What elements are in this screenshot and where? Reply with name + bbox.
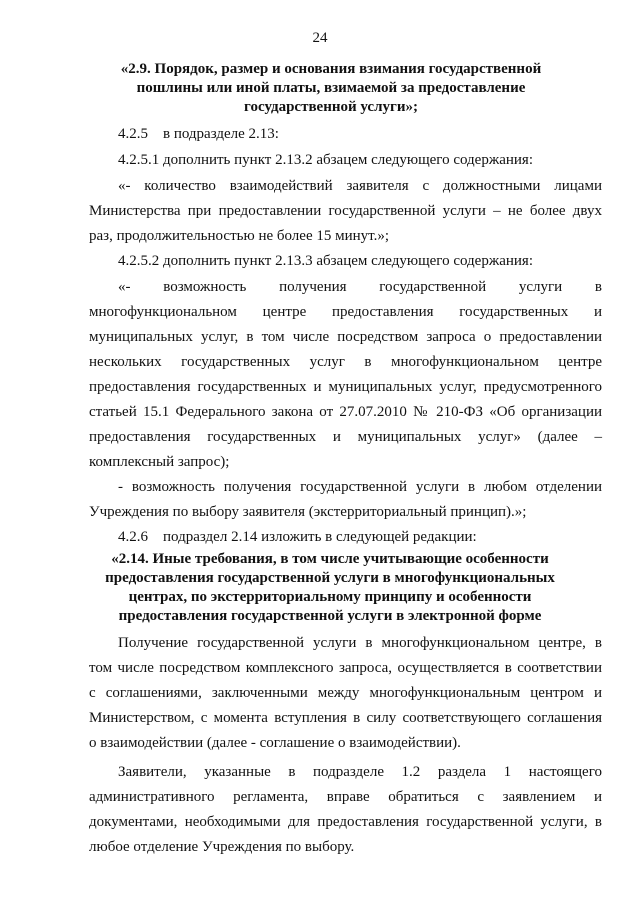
item-4-2-5-2: 4.2.5.2 дополнить пункт 2.13.3 абзацем следующего содержания: xyxy=(118,253,533,269)
item-4-2-6: 4.2.6 подраздел 2.14 изложить в следующей редакции: xyxy=(118,529,477,545)
para-2-line-1: Заявители, указанные в подразделе 1.2 раздела 1 настоящего xyxy=(118,764,602,780)
section-title-2-9 xyxy=(118,60,544,117)
section-title-2-14 xyxy=(100,550,560,626)
quote-1-line-2: Министерства при предоставлении государственной услуги – не более двух xyxy=(89,203,602,219)
title-line: «2.14. Иные требования, в том числе учитывающие особенности xyxy=(111,551,549,567)
quote-2-line-5: предоставления государственных и муниципальных услуг, предусмотренного xyxy=(89,379,602,395)
para-2-line-4: любое отделение Учреждения по выбору. xyxy=(89,839,355,855)
quote-3-line-2: Учреждения по выбору заявителя (экстерриториальный принцип).»; xyxy=(89,504,527,520)
title-line: пошлины или иной платы, взимаемой за предоставление xyxy=(136,80,526,96)
quote-2-line-4: нескольких государственных услуг в многофункциональном центре xyxy=(89,354,602,370)
page-number: 24 xyxy=(312,30,328,46)
para-1-line-1: Получение государственной услуги в многофункциональном центре, в xyxy=(118,635,602,651)
title-line: центрах, по экстерриториальному принципу и особенности xyxy=(128,589,532,605)
quote-2-line-6: статьей 15.1 Федерального закона от 27.07.2010 № 210-ФЗ «Об организации xyxy=(89,404,602,420)
para-2-line-2: административного регламента, вправе обратиться с заявлением и xyxy=(89,789,602,805)
item-4-2-5: 4.2.5 в подразделе 2.13: xyxy=(118,126,279,142)
title-line: предоставления государственной услуги в многофункциональных xyxy=(105,570,555,586)
quote-2-line-1: «- возможность получения государственной услуги в xyxy=(118,279,602,295)
para-1-line-4: Министерством, с момента вступления в силу соответствующего соглашения xyxy=(89,710,602,726)
quote-2-line-7: предоставления государственных и муниципальных услуг» (далее – xyxy=(89,429,602,445)
item-4-2-5-1: 4.2.5.1 дополнить пункт 2.13.2 абзацем следующего содержания: xyxy=(118,152,533,168)
title-line: государственной услуги»; xyxy=(244,99,418,115)
title-line: предоставления государственной услуги в электронной форме xyxy=(118,608,542,624)
title-line: «2.9. Порядок, размер и основания взимания государственной xyxy=(120,61,542,77)
para-1-line-3: с соглашениями, заключенными между многофункциональным центром и xyxy=(89,685,602,701)
quote-1-line-3: раз, продолжительностью не более 15 минут.»; xyxy=(89,228,389,244)
quote-2-line-2: многофункциональном центре предоставления государственных и xyxy=(89,304,602,320)
quote-2-line-8: комплексный запрос); xyxy=(89,454,230,470)
para-2-line-3: документами, необходимыми для предоставления государственной услуги, в xyxy=(89,814,602,830)
para-1-line-5: о взаимодействии (далее - соглашение о взаимодействии). xyxy=(89,735,461,751)
quote-1-line-1: «- количество взаимодействий заявителя с должностными лицами xyxy=(118,178,602,194)
quote-2-line-3: муниципальных услуг, в том числе посредством запроса о предоставлении xyxy=(89,329,602,345)
quote-3-line-1: - возможность получения государственной услуги в любом отделении xyxy=(118,479,602,495)
para-1-line-2: том числе посредством комплексного запроса, осуществляется в соответствии xyxy=(89,660,602,676)
